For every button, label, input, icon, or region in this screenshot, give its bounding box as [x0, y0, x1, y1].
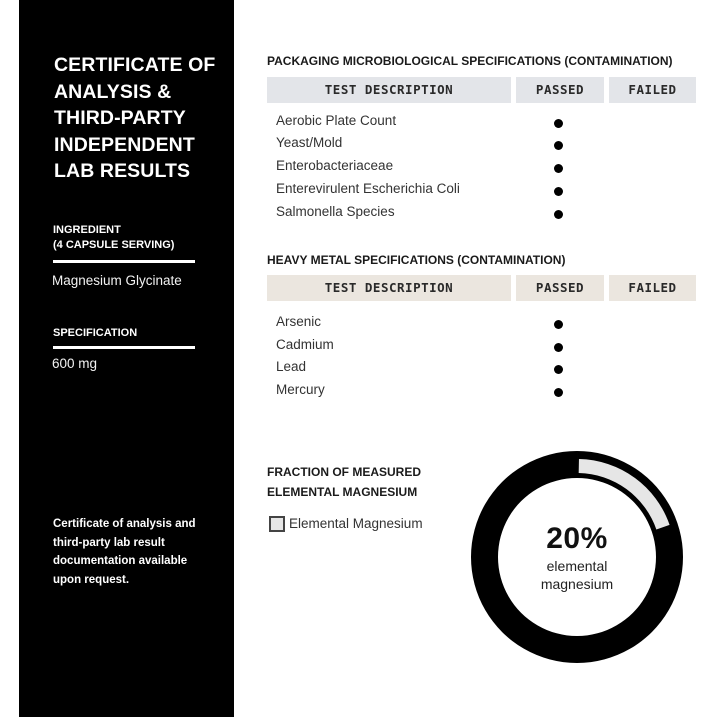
passed-dot-icon	[554, 119, 563, 128]
passed-dot-icon	[554, 210, 563, 219]
metal-row	[276, 337, 696, 360]
metal-row	[276, 382, 696, 405]
test-description: Arsenic	[276, 314, 322, 329]
passed-dot-icon	[554, 320, 563, 329]
test-description: Enterobacteriaceae	[276, 158, 394, 173]
legend-label: Elemental Magnesium	[289, 516, 423, 531]
passed-dot-icon	[554, 343, 563, 352]
donut-caption	[470, 557, 684, 593]
test-description: Mercury	[276, 382, 325, 397]
sidebar	[19, 0, 234, 717]
passed-dot-icon	[554, 164, 563, 173]
specification-value: 600 mg	[52, 356, 98, 371]
micro-header-passed: PASSED	[516, 77, 604, 103]
donut-caption-line2: magnesium	[540, 576, 614, 592]
magnesium-title-line2: ELEMENTAL MAGNESIUM	[267, 485, 418, 499]
micro-row	[276, 113, 696, 136]
passed-dot-icon	[554, 388, 563, 397]
microbiological-title: PACKAGING MICROBIOLOGICAL SPECIFICATIONS (CONTAMINATION)	[267, 54, 673, 68]
metal-row	[276, 314, 696, 337]
test-description: Aerobic Plate Count	[276, 113, 397, 128]
micro-header-description: TEST DESCRIPTION	[267, 77, 511, 103]
certificate-title: CERTIFICATE OF ANALYSIS & THIRD-PARTY INDEPENDENT LAB RESULTS	[54, 54, 216, 182]
passed-dot-icon	[554, 365, 563, 374]
ingredient-divider	[53, 260, 195, 263]
ingredient-label	[53, 223, 174, 253]
test-description: Salmonella Species	[276, 204, 395, 219]
donut-percent-label: 20%	[546, 522, 608, 555]
ingredient-value: Magnesium Glycinate	[52, 273, 182, 288]
micro-row	[276, 181, 696, 204]
passed-dot-icon	[554, 141, 563, 150]
test-description: Cadmium	[276, 337, 334, 352]
magnesium-fraction-title	[267, 462, 421, 502]
passed-dot-icon	[554, 187, 563, 196]
metals-header-failed: FAILED	[609, 275, 696, 301]
documentation-note: Certificate of analysis and third-party lab result documentation available upon request.	[53, 518, 196, 586]
donut-caption-line1: elemental	[546, 558, 608, 574]
micro-row	[276, 135, 696, 158]
micro-row	[276, 204, 696, 227]
specification-divider	[53, 346, 195, 349]
magnesium-title-line1: FRACTION OF MEASURED	[267, 465, 421, 479]
test-description: Lead	[276, 359, 307, 374]
micro-row	[276, 158, 696, 181]
heavy-metals-title: HEAVY METAL SPECIFICATIONS (CONTAMINATION)	[267, 253, 566, 267]
ingredient-label-line1: INGREDIENT	[53, 224, 121, 236]
metals-header-passed: PASSED	[516, 275, 604, 301]
specification-label: SPECIFICATION	[53, 327, 138, 339]
ingredient-label-line2: (4 CAPSULE SERVING)	[53, 239, 175, 251]
micro-header-failed: FAILED	[609, 77, 696, 103]
legend-swatch-icon	[269, 516, 285, 532]
metals-header-description: TEST DESCRIPTION	[267, 275, 511, 301]
test-description: Yeast/Mold	[276, 135, 343, 150]
metal-row	[276, 359, 696, 382]
test-description: Enterevirulent Escherichia Coli	[276, 181, 460, 196]
